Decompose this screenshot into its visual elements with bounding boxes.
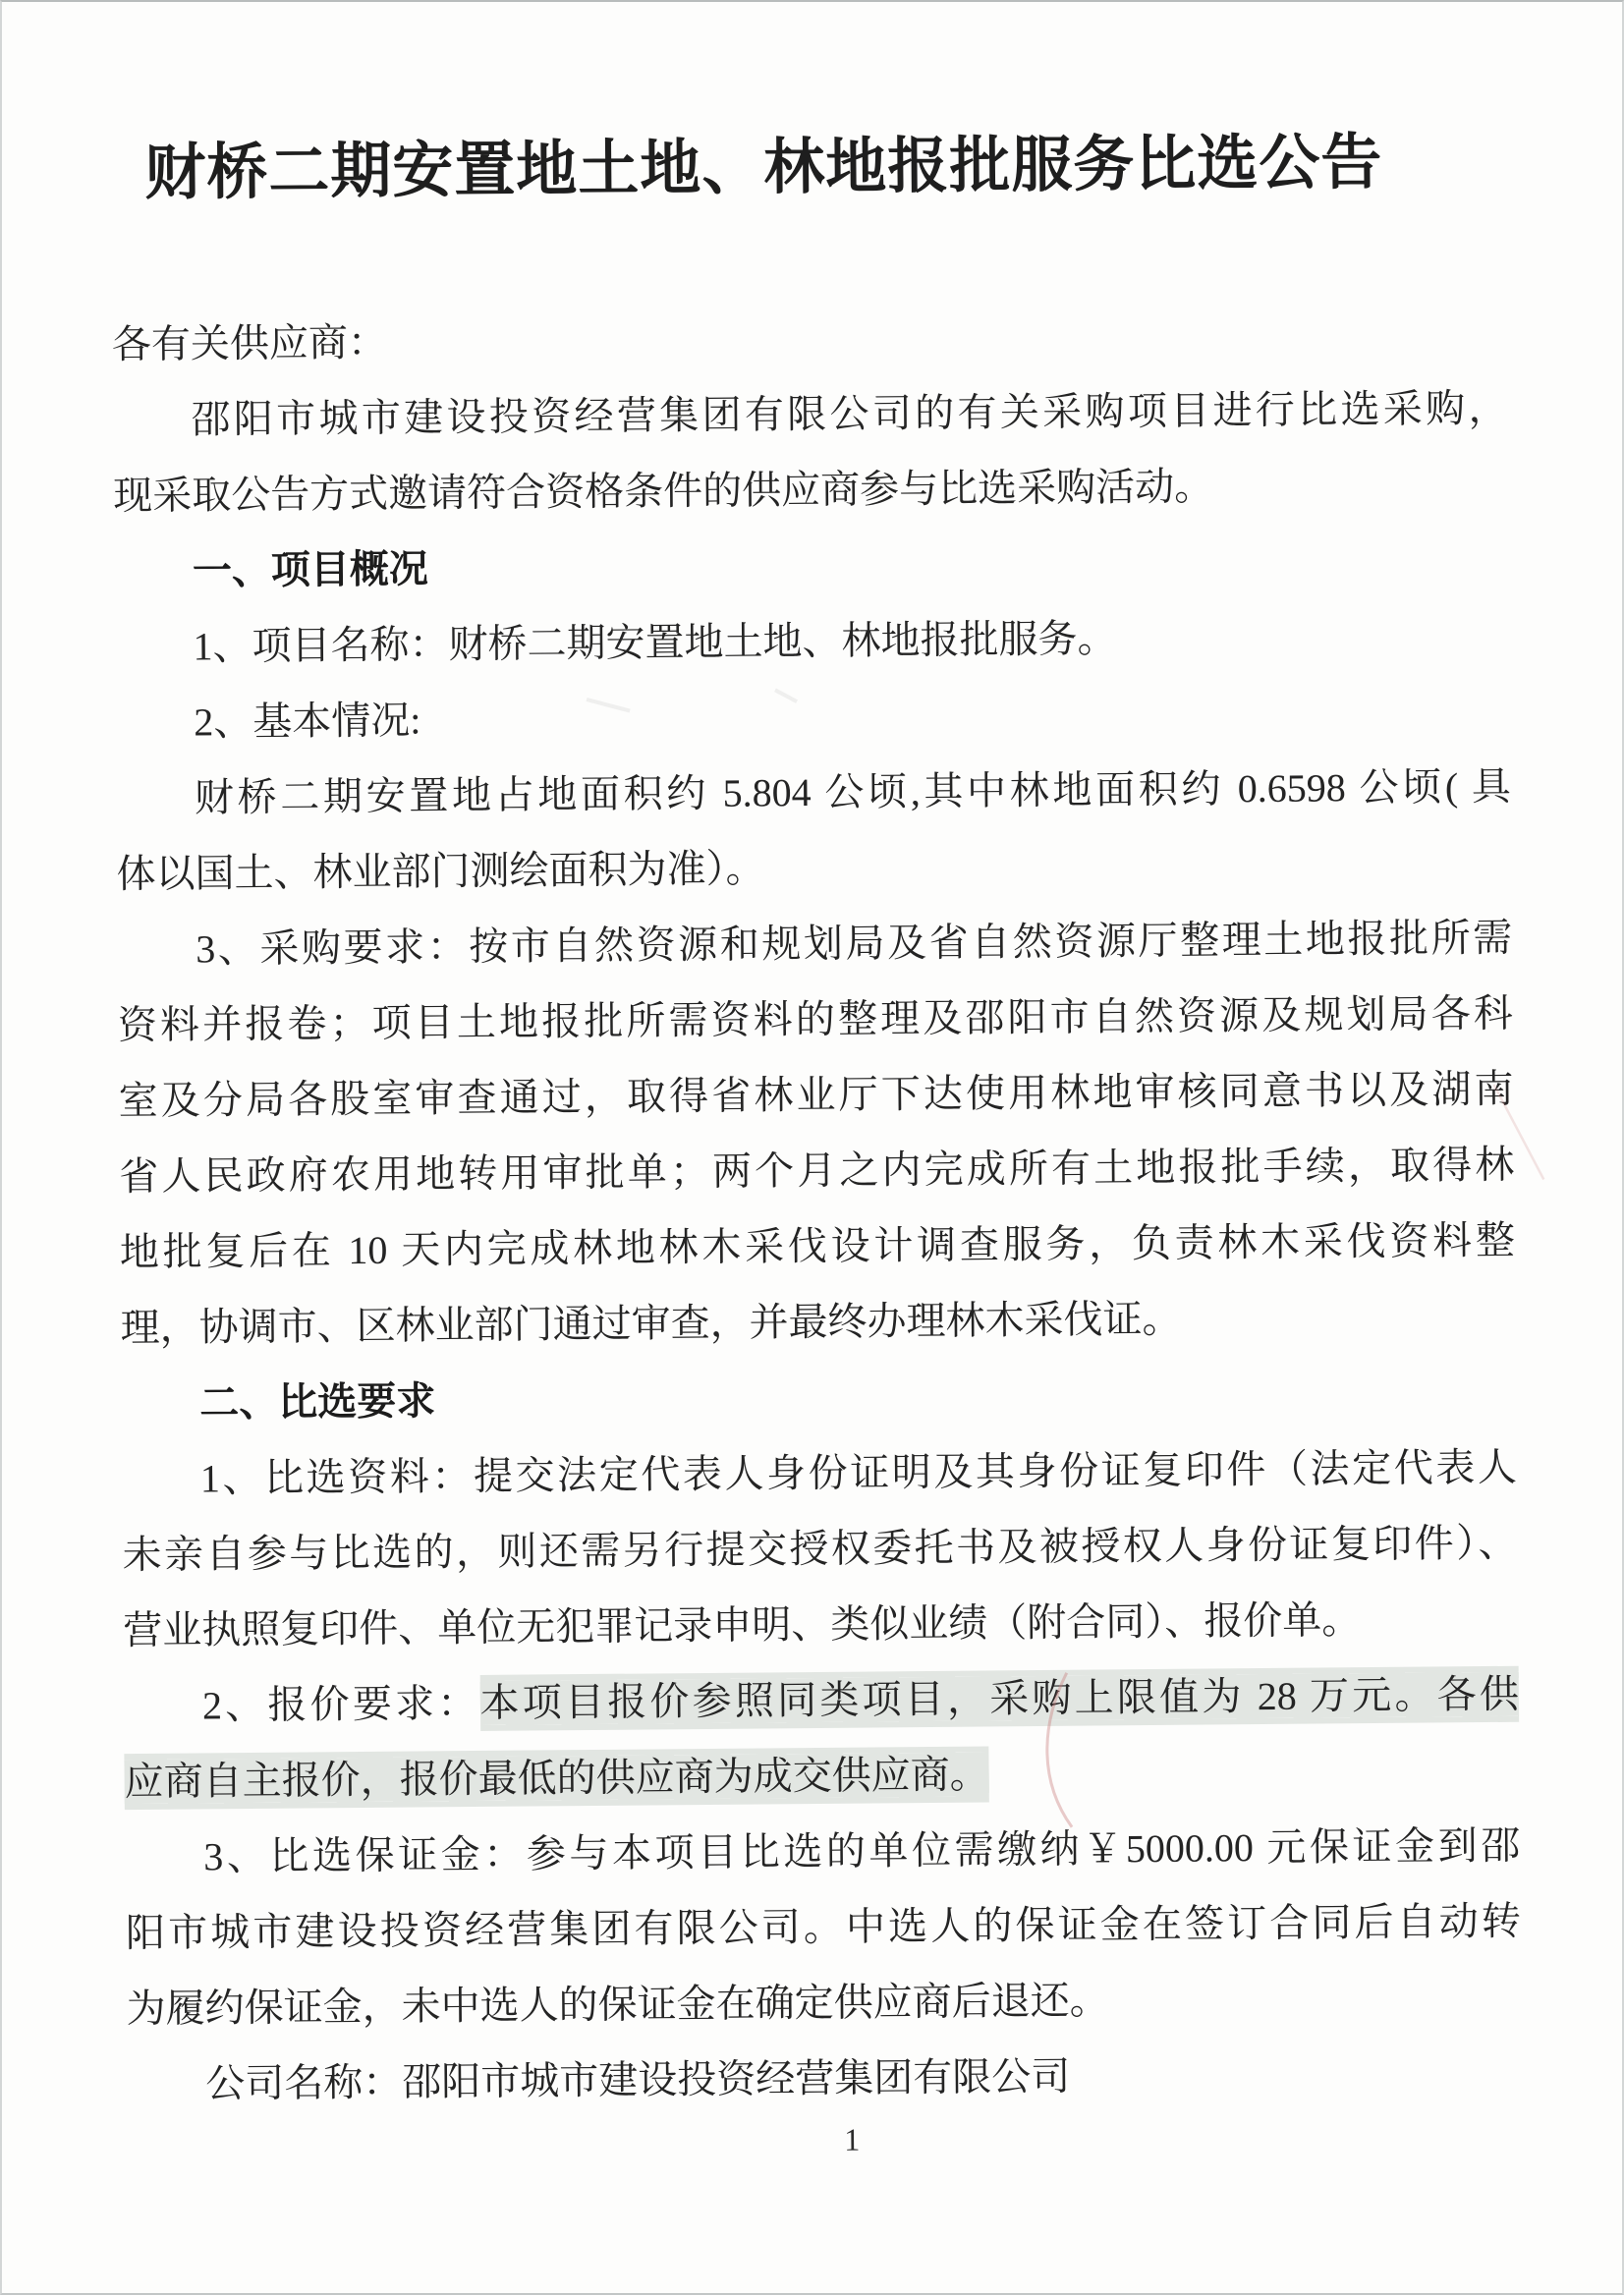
section-heading-line xyxy=(121,1354,1517,1441)
text-segment: 邵阳市城市建设投资经营集团有限公司的有关采购项目进行比选采购， xyxy=(191,385,1508,442)
text-segment: 为履约保证金，未中选人的保证金在确定供应商后退还。 xyxy=(126,1978,1109,2032)
highlighted-text: 应商自主报价，报价最低的供应商为成交供应商。 xyxy=(124,1752,989,1805)
page-number: 1 xyxy=(844,2121,861,2157)
text-segment: 体以国土、林业部门测绘面积为准）。 xyxy=(116,846,765,897)
text-segment: 1、项目名称：财桥二期安置地土地、林地报批服务。 xyxy=(193,616,1117,669)
text-segment: 营业执照复印件、单位无犯罪记录申明、类似业绩（附合同）、报价单。 xyxy=(123,1597,1362,1653)
document-title: 财桥二期安置地土地、林地报批服务比选公告 xyxy=(144,129,1383,207)
document-line xyxy=(125,1808,1521,1895)
document-line xyxy=(113,446,1509,533)
text-segment: 省人民政府农用地转用审批单；两个月之内完成所有土地报批手续，取得林 xyxy=(119,1142,1515,1200)
document-body xyxy=(112,295,1523,2122)
document-line xyxy=(116,824,1512,912)
document-line xyxy=(126,1959,1522,2046)
text-segment: 财桥二期安置地占地面积约 5.804 公顷,其中林地面积约 0.6598 公顷( 具 xyxy=(194,763,1512,820)
text-segment: 资料并报卷；项目土地报批所需资料的整理及邵阳市自然资源及规划局各科 xyxy=(117,990,1514,1048)
text-segment: 地批复后在 10 天内完成林地林木采伐设计调查服务，负责林木采伐资料整 xyxy=(119,1217,1516,1275)
document-line xyxy=(116,749,1512,836)
text-segment: 3、比选保证金：参与本项目比选的单位需缴纳￥5000.00 元保证金到邵 xyxy=(203,1822,1521,1879)
section-heading-line xyxy=(114,522,1510,609)
document-line xyxy=(122,1429,1518,1517)
text-segment: 理，协调市、区林业部门通过审查，并最终办理林木采伐证。 xyxy=(120,1296,1182,1351)
text-segment: 阳市城市建设投资经营集团有限公司。中选人的保证金在签订合同后自动转 xyxy=(125,1898,1522,1956)
document-line xyxy=(122,1505,1518,1593)
text-segment: 一、项目概况 xyxy=(192,546,429,593)
text-segment: 1、比选资料：提交法定代表人身份证明及其身份证复印件（法定代表人 xyxy=(199,1444,1518,1501)
document-line xyxy=(117,900,1513,987)
document-line xyxy=(126,1883,1522,1971)
text-segment: 公司名称：邵阳市城市建设投资经营集团有限公司 xyxy=(205,2053,1071,2106)
text-segment: 未亲自参与比选的，则还需另行提交授权委托书及被授权人身份证复印件）、 xyxy=(122,1520,1518,1578)
document-line xyxy=(118,1051,1514,1139)
document-line xyxy=(112,295,1508,382)
document-line xyxy=(124,1732,1520,1819)
text-segment: 二、比选要求 xyxy=(199,1378,436,1426)
highlighted-text: 本项目报价参照同类项目，采购上限值为 28 万元。各供 xyxy=(479,1671,1520,1725)
document-line xyxy=(120,1278,1516,1366)
text-segment: 3、采购要求：按市自然资源和规划局及省自然资源厅整理土地报批所需 xyxy=(196,915,1513,972)
document-line xyxy=(114,597,1510,685)
document-line xyxy=(124,1656,1520,1744)
document-line xyxy=(118,976,1514,1063)
document-line xyxy=(115,673,1511,760)
text-segment: 现采取公告方式邀请符合资格条件的供应商参与比选采购活动。 xyxy=(113,464,1214,519)
document-line xyxy=(119,1127,1515,1214)
document-line xyxy=(123,1581,1519,1668)
document-line xyxy=(112,370,1508,458)
document-line xyxy=(120,1203,1516,1290)
text-segment: 2、基本情况: xyxy=(194,698,421,745)
text-segment: 各有关供应商： xyxy=(111,319,388,367)
text-segment: 室及分局各股室审查通过，取得省林业厅下达使用林地审核同意书以及湖南 xyxy=(118,1066,1514,1124)
document-line xyxy=(127,2035,1523,2122)
text-segment: 2、报价要求： xyxy=(201,1680,480,1728)
